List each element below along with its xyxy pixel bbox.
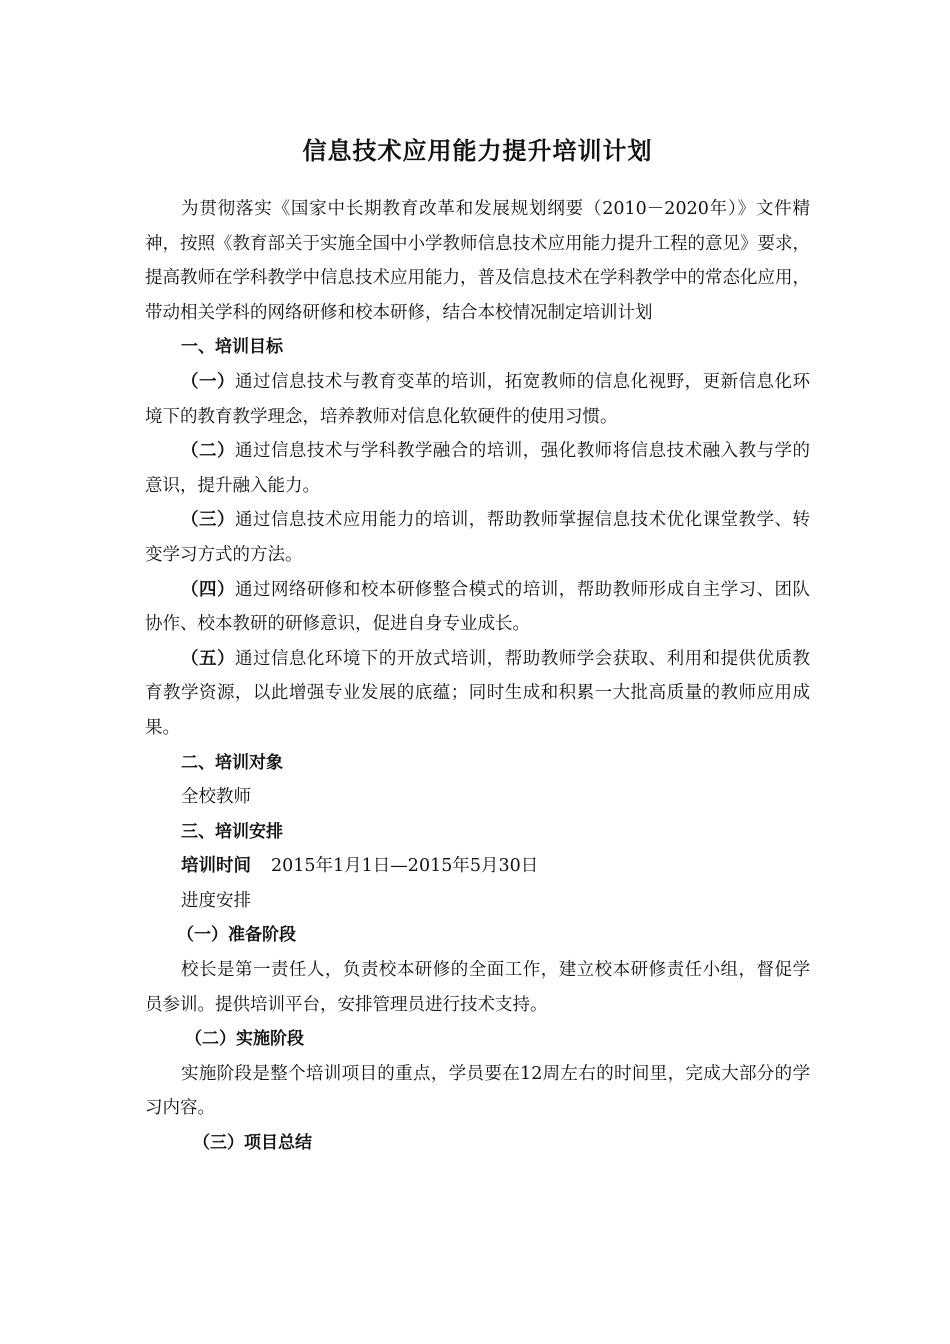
goal-number: （三） [181,510,235,531]
goal-text: 通过信息技术与教育变革的培训，拓宽教师的信息化视野，更新信息化环境下的教育教学理念，培养教师对信息化软硬件的使用习惯。 [145,371,811,427]
phase-text-prepare: 校长是第一责任人，负责校本研修的全面工作，建立校本研修责任小组，督促学员参训。提供培训平台，安排管理员进行技术支持。 [145,960,810,1015]
training-time-label: 培训时间 [181,856,251,877]
goal-text: 通过网络研修和校本研修整合模式的培训，帮助教师形成自主学习、团队协作、校本教研的研修意识，促进自身专业成长。 [145,579,811,635]
training-time-value: 2015年1月1日—2015年5月30日 [271,856,539,877]
goal-number: （五） [181,648,235,669]
audience-text: 全校教师 [181,787,251,808]
intro-paragraph: 为贯彻落实《国家中长期教育改革和发展规划纲要（2010－2020年）》文件精神，按照《教育部关于实施全国中小学教师信息技术应用能力提升工程的意见》要求，提高教师在学科教学中信息技术应用能力，普及信息技术在学科教学中的常态化应用，带动相关学科的网络研修和校本研修，结合本校情况制定培训计划 [145,199,810,323]
document-title: 信息技术应用能力提升培训计划 [302,137,653,165]
goal-text: 通过信息技术与学科教学融合的培训，强化教师将信息技术融入教与学的意识，提升融入能力。 [145,441,811,496]
goal-item [145,365,810,434]
training-time-line [145,849,810,884]
goal-text: 通过信息技术应用能力的培训，帮助教师掌握信息技术优化课堂教学、转变学习方式的方法。 [145,510,811,565]
progress-label: 进度安排 [181,890,251,911]
phase-text-implement: 实施阶段是整个培训项目的重点，学员要在12周左右的时间里，完成大部分的学习内容。 [145,1063,810,1119]
goal-text: 通过信息化环境下的开放式培训，帮助教师学会获取、利用和提供优质教育教学资源，以此增强专业发展的底蕴；同时生成和积累一大批高质量的教师应用成果。 [145,648,811,738]
phase-heading-implement: （二）实施阶段 [185,1029,304,1050]
section-heading-schedule: 三、培训安排 [181,821,283,842]
section-heading-goals: 一、培训目标 [181,337,283,358]
goal-number: （一） [181,371,235,392]
goal-item [145,573,810,642]
section-heading-audience: 二、培训对象 [181,752,283,773]
goal-item [145,642,810,746]
goal-item [145,434,810,503]
goal-number: （二） [181,441,235,462]
goal-number: （四） [181,579,235,600]
phase-heading-summary: （三）项目总结 [193,1133,312,1154]
goal-item [145,503,810,572]
phase-heading-prepare: （一）准备阶段 [177,925,296,946]
